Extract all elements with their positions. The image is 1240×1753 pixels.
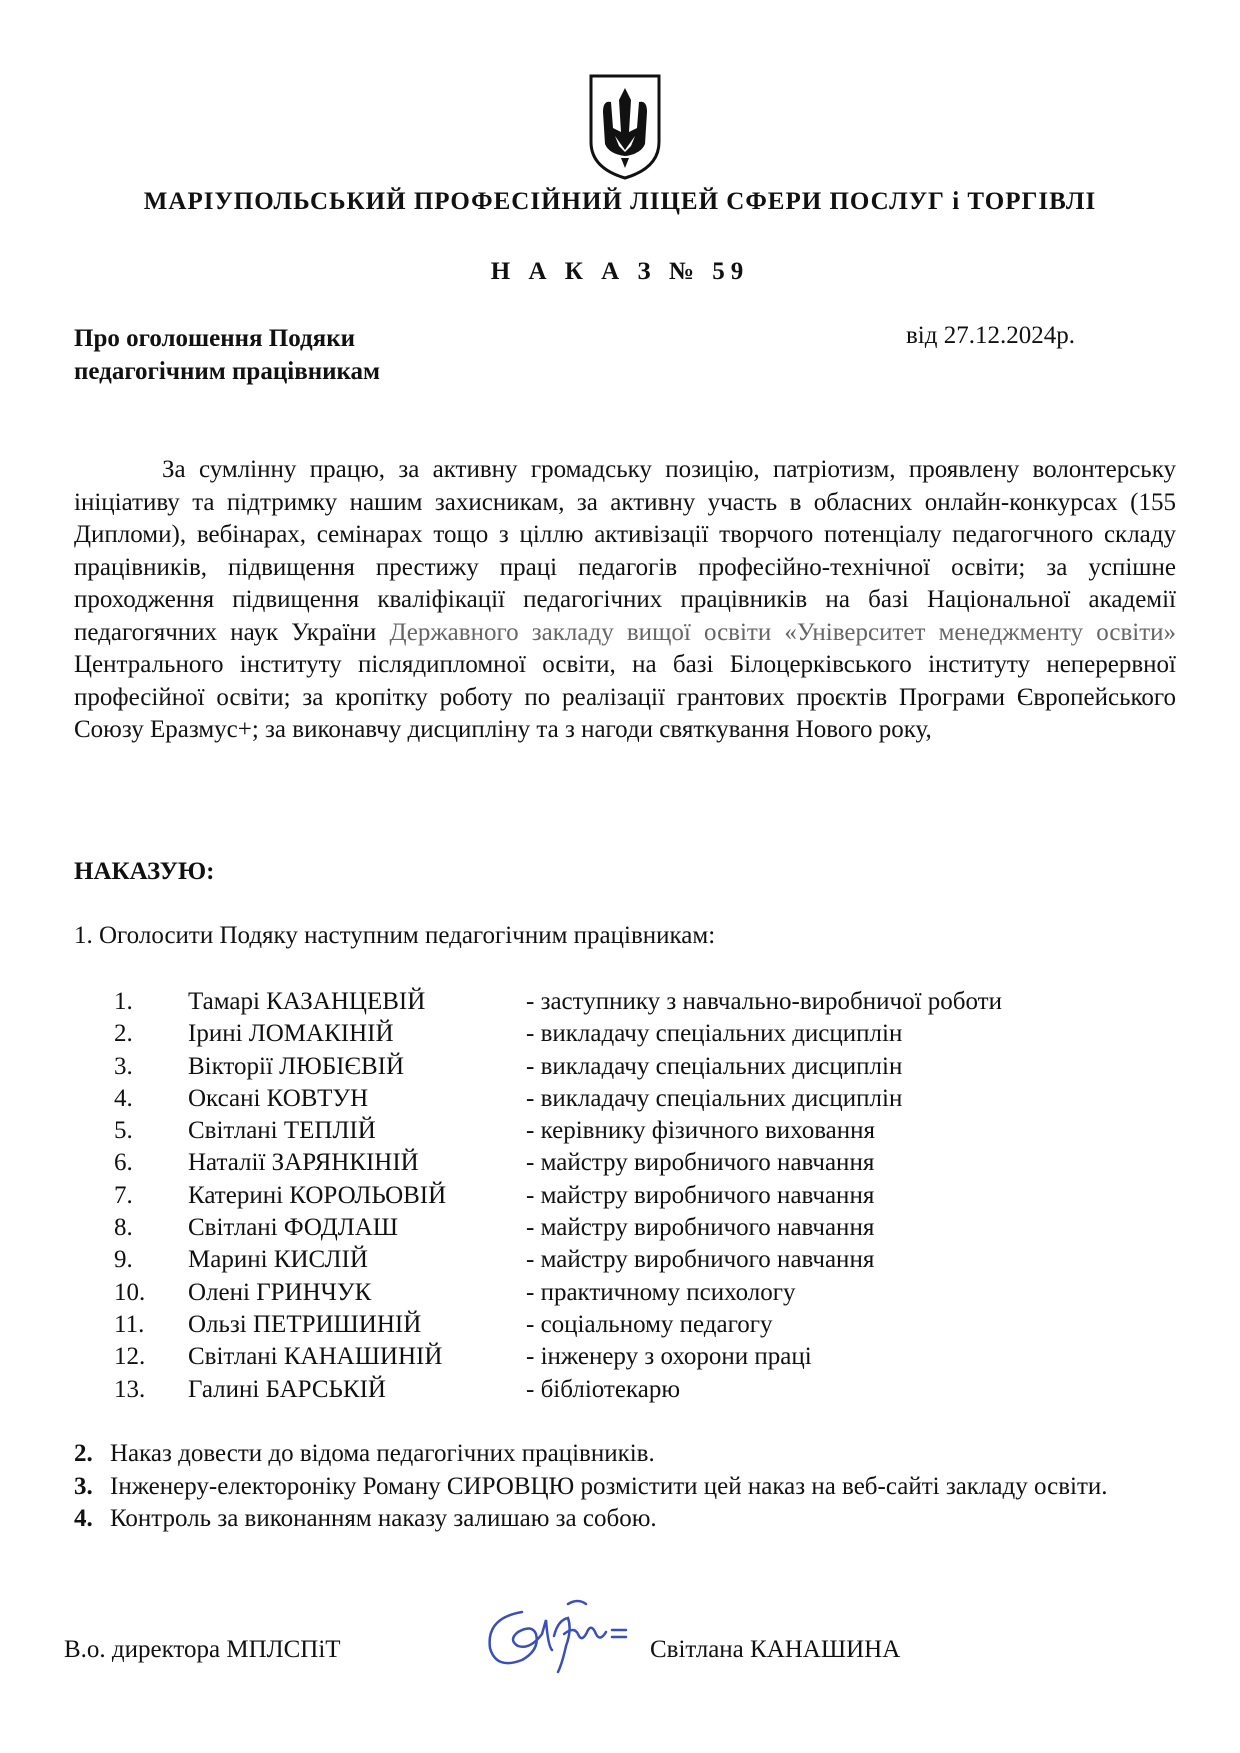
order-item-1: 1. Оголосити Подяку наступним педагогічним працівникам:	[74, 922, 716, 949]
order-date: від 27.12.2024р.	[906, 322, 1075, 349]
staff-name: Ользі ПЕТРИШИНІЙ	[188, 1310, 422, 1338]
institution-name: МАРІУПОЛЬСЬКИЙ ПРОФЕСІЙНИЙ ЛІЦЕЙ СФЕРИ ПОСЛУГ і ТОРГІВЛІ	[143, 188, 1097, 215]
item-number: 3.	[74, 1472, 93, 1500]
staff-number: 5.	[114, 1117, 133, 1145]
subject-line-1: Про оголошення Подяки	[74, 325, 356, 352]
staff-row	[114, 1018, 1114, 1050]
preamble-paragraph	[74, 454, 1176, 747]
staff-name: Світлані КАНАШИНІЙ	[188, 1343, 443, 1371]
staff-name: Тамарі КАЗАНЦЕВІЙ	[188, 988, 426, 1015]
item-number: 4.	[74, 1505, 93, 1532]
order-number: Н А К А З № 59	[490, 258, 750, 285]
staff-row	[114, 1244, 1114, 1276]
staff-list	[114, 986, 1114, 1406]
staff-number: 11.	[114, 1310, 145, 1338]
staff-number: 3.	[114, 1052, 133, 1080]
staff-row	[114, 1051, 1114, 1083]
staff-number: 4.	[114, 1084, 133, 1112]
staff-number: 1.	[114, 988, 133, 1015]
staff-number: 9.	[114, 1246, 133, 1274]
order-item	[74, 1503, 1176, 1536]
staff-role: - майстру виробничого навчання	[526, 1181, 875, 1209]
staff-role: - бібліотекарю	[526, 1375, 680, 1403]
preamble-part-3: Центрального інституту післядипломної освіти, на базі Білоцерківського інституту неперервної професійної освіти; за кропітку роботу по реалізації грантових проєктів Програми Європейського Союзу Еразмус+; за виконавчу дисципліну та з нагоди святкування Нового року,	[74, 651, 1176, 743]
staff-role: - майстру виробничого навчання	[526, 1149, 875, 1177]
order-subject	[74, 322, 380, 388]
item-text: Контроль за виконанням наказу залишаю за собою.	[110, 1505, 657, 1532]
order-items	[74, 1438, 1176, 1536]
staff-row	[114, 1309, 1114, 1341]
staff-name: Світлані ТЕПЛІЙ	[188, 1117, 376, 1145]
staff-role: - майстру виробничого навчання	[526, 1246, 875, 1274]
staff-row	[114, 1083, 1114, 1115]
staff-row	[114, 1277, 1114, 1309]
item-number: 2.	[74, 1440, 93, 1467]
order-item	[74, 1438, 1176, 1471]
staff-role: - соціальному педагогу	[526, 1310, 773, 1338]
staff-name: Ірині ЛОМАКІНІЙ	[188, 1020, 394, 1048]
staff-role: - викладачу спеціальних дисциплін	[526, 1084, 903, 1112]
order-item	[74, 1471, 1176, 1504]
staff-row	[114, 986, 1114, 1018]
staff-name: Галині БАРСЬКІЙ	[188, 1375, 386, 1403]
item-text: Інженеру-електороніку Роману СИРОВЦЮ розмістити цей наказ на веб-сайті закладу освіти.	[110, 1472, 1108, 1500]
staff-row	[114, 1115, 1114, 1147]
staff-number: 7.	[114, 1181, 133, 1209]
staff-role: - практичному психологу	[526, 1278, 796, 1306]
staff-row	[114, 1147, 1114, 1179]
item-text: Наказ довести до відома педагогічних працівників.	[110, 1440, 655, 1467]
staff-name: Оксані КОВТУН	[188, 1084, 369, 1112]
staff-number: 12.	[114, 1343, 146, 1371]
staff-name: Олені ГРИНЧУК	[188, 1278, 372, 1306]
staff-name: Світлані ФОДЛАШ	[188, 1214, 399, 1242]
staff-role: - майстру виробничого навчання	[526, 1214, 875, 1242]
staff-number: 6.	[114, 1149, 133, 1177]
staff-role: - інженеру з охорони праці	[526, 1343, 812, 1371]
signatory-position: В.о. директора МПЛСПіТ	[64, 1636, 341, 1663]
staff-number: 8.	[114, 1214, 133, 1242]
staff-number: 2.	[114, 1020, 133, 1048]
preamble-part-2: Державного закладу вищої освіти «Університет менеджменту освіти»	[389, 618, 1177, 646]
staff-number: 10.	[114, 1278, 146, 1306]
trident-coat-of-arms-icon	[585, 72, 665, 182]
subject-line-2: педагогічним працівникам	[74, 358, 381, 385]
staff-name: Марині КИСЛІЙ	[188, 1246, 368, 1274]
staff-role: - викладачу спеціальних дисциплін	[526, 1020, 903, 1048]
staff-row	[114, 1341, 1114, 1373]
order-heading: НАКАЗУЮ:	[74, 858, 215, 885]
staff-role: - заступнику з навчально-виробничої роботи	[526, 988, 1002, 1015]
staff-name: Катерині КОРОЛЬОВІЙ	[188, 1181, 447, 1209]
handwritten-signature-icon	[478, 1590, 638, 1680]
signatory-name: Світлана КАНАШИНА	[650, 1636, 901, 1663]
preamble-part-1: За сумлінну працю, за активну громадську позицію, патріотизм, проявлену волонтерську ініціативу та підтримку нашим захисникам, за активну участь в обласних онлайн-конкурсах (155 Дипломи), вебінарах, семінарах тощо з ціллю активізації творчого потенціалу педагогчного складу працівників, підвищення престижу праці педагогів професійно-технічної освіти; за успішне проходження підвищення кваліфікації педагогічних працівників на базі Національної академії педагогячних наук України	[74, 456, 1176, 646]
staff-row	[114, 1180, 1114, 1212]
staff-row	[114, 1374, 1114, 1406]
staff-row	[114, 1212, 1114, 1244]
staff-name: Наталії ЗАРЯНКІНІЙ	[188, 1149, 419, 1177]
staff-number: 13.	[114, 1375, 146, 1403]
staff-role: - керівнику фізичного виховання	[526, 1117, 876, 1145]
staff-role: - викладачу спеціальних дисциплін	[526, 1052, 903, 1080]
staff-name: Вікторії ЛЮБІЄВІЙ	[188, 1052, 405, 1080]
